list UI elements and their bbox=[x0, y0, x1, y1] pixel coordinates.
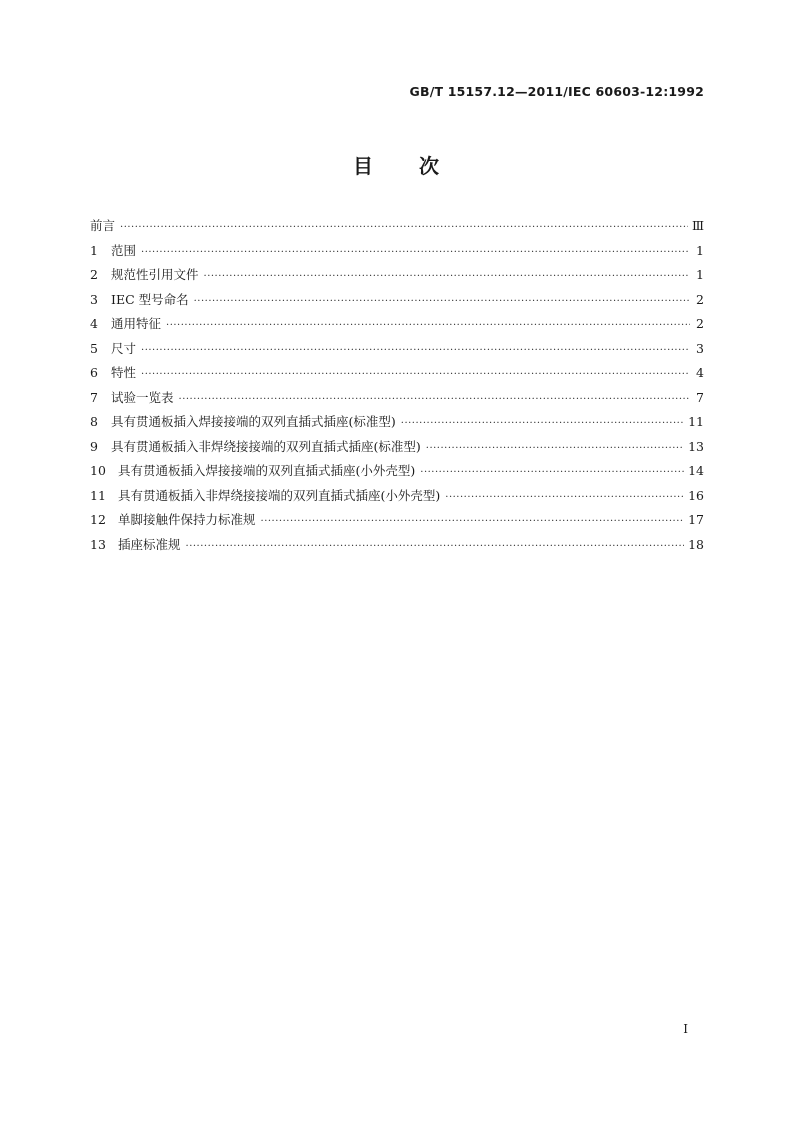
toc-entry-number: 11 bbox=[90, 487, 106, 503]
toc-dot-leader bbox=[261, 516, 685, 527]
toc-entry-page: 4 bbox=[696, 365, 704, 380]
toc-dot-leader bbox=[401, 418, 684, 429]
toc-entry-page: Ⅲ bbox=[691, 218, 704, 233]
toc-entry-page: 16 bbox=[688, 487, 704, 503]
toc-dot-leader bbox=[141, 369, 690, 380]
toc-entry-page: 13 bbox=[688, 438, 704, 454]
toc-title-left: 目 bbox=[353, 154, 375, 178]
toc-entry-title: 范围 bbox=[111, 242, 137, 258]
toc-entry-title: IEC 型号命名 bbox=[111, 291, 189, 307]
toc-title bbox=[0, 150, 794, 179]
toc-entry-number: 9 bbox=[90, 438, 98, 454]
toc-entry[interactable] bbox=[90, 314, 704, 339]
toc-entry-number: 7 bbox=[90, 389, 98, 405]
toc-dot-leader bbox=[186, 541, 685, 552]
toc-dot-leader bbox=[194, 296, 690, 307]
page-number: I bbox=[683, 1022, 688, 1036]
toc-entry-title: 具有贯通板插入非焊绕接接端的双列直插式插座(标准型) bbox=[111, 438, 421, 454]
toc-entry-title: 具有贯通板插入非焊绕接接端的双列直插式插座(小外壳型) bbox=[118, 487, 441, 503]
toc-entry-number: 10 bbox=[90, 463, 106, 478]
toc-entry[interactable] bbox=[90, 290, 704, 315]
toc-entry[interactable] bbox=[90, 363, 704, 388]
toc-entry-title: 通用特征 bbox=[111, 316, 162, 331]
toc-dot-leader bbox=[166, 320, 690, 331]
toc-dot-leader bbox=[120, 222, 688, 233]
toc-entry-title: 前言 bbox=[90, 218, 116, 233]
toc-entry-number: 5 bbox=[90, 340, 98, 356]
toc-entry[interactable] bbox=[90, 535, 704, 560]
toc-entry-title: 试验一览表 bbox=[111, 389, 174, 405]
toc-entry-number: 4 bbox=[90, 316, 98, 331]
toc-entry[interactable] bbox=[90, 510, 704, 535]
toc-entry[interactable] bbox=[90, 265, 704, 290]
toc-entry[interactable] bbox=[90, 437, 704, 462]
toc-entry[interactable] bbox=[90, 241, 704, 266]
toc-entry-page: 7 bbox=[696, 389, 704, 405]
toc-entry-page: 14 bbox=[688, 463, 704, 478]
toc-entry-number: 6 bbox=[90, 365, 98, 380]
toc-dot-leader bbox=[141, 345, 690, 356]
toc-entry-number: 12 bbox=[90, 512, 106, 527]
toc-entry-title: 规范性引用文件 bbox=[111, 267, 199, 282]
toc-entry[interactable] bbox=[90, 412, 704, 437]
toc-entry[interactable] bbox=[90, 339, 704, 364]
toc-entry-page: 3 bbox=[696, 340, 704, 356]
toc-dot-leader bbox=[420, 467, 684, 478]
toc-entry-title: 插座标准规 bbox=[118, 536, 181, 552]
toc-title-right: 次 bbox=[419, 154, 441, 178]
standard-number-header: GB/T 15157.12—2011/IEC 60603-12:1992 bbox=[409, 84, 704, 99]
toc-entry-page: 11 bbox=[688, 414, 704, 429]
toc-entry-title: 单脚接触件保持力标准规 bbox=[118, 512, 256, 527]
toc-entry-number: 8 bbox=[90, 414, 98, 429]
toc-dot-leader bbox=[204, 271, 690, 282]
toc-entry-number: 1 bbox=[90, 242, 98, 258]
toc-entry-title: 特性 bbox=[111, 365, 137, 380]
toc-dot-leader bbox=[426, 443, 684, 454]
toc-entry-page: 2 bbox=[696, 316, 704, 331]
toc-entry-page: 1 bbox=[696, 267, 704, 282]
toc-entry[interactable] bbox=[90, 388, 704, 413]
toc-entry-page: 2 bbox=[696, 291, 704, 307]
toc-entry[interactable] bbox=[90, 216, 704, 241]
toc-entry-number: 13 bbox=[90, 536, 106, 552]
toc-entry-number: 2 bbox=[90, 267, 98, 282]
toc-dot-leader bbox=[179, 394, 690, 405]
toc-entry[interactable] bbox=[90, 486, 704, 511]
toc-entry-page: 17 bbox=[688, 512, 704, 527]
toc-entry-title: 尺寸 bbox=[111, 340, 137, 356]
toc-entry-title: 具有贯通板插入焊接接端的双列直插式插座(小外壳型) bbox=[118, 463, 416, 478]
toc-dot-leader bbox=[141, 247, 690, 258]
toc-entry-page: 18 bbox=[688, 536, 704, 552]
toc-entry-page: 1 bbox=[696, 242, 704, 258]
toc-entry-number: 3 bbox=[90, 291, 98, 307]
table-of-contents bbox=[90, 216, 704, 559]
toc-dot-leader bbox=[445, 492, 684, 503]
toc-entry-title: 具有贯通板插入焊接接端的双列直插式插座(标准型) bbox=[111, 414, 396, 429]
toc-entry[interactable] bbox=[90, 461, 704, 486]
